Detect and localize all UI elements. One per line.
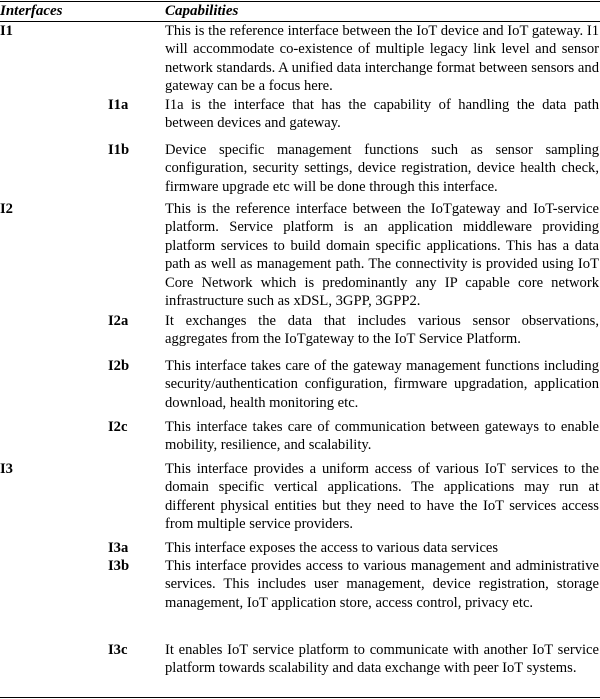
interface-capability: This interface takes care of communication between gateways to enable mobility, resilience, and scalability. (165, 419, 599, 454)
interface-capability: This interface exposes the access to various data services (165, 540, 499, 556)
interface-id: I2a (108, 313, 129, 329)
interface-id: I1a (108, 97, 129, 113)
interface-id: I3 (0, 461, 13, 477)
interface-id: I3b (108, 558, 130, 574)
interface-id: I3c (108, 642, 128, 658)
interface-id: I3a (108, 540, 129, 556)
interface-capability: Device specific management functions such as sensor sampling configuration, security settings, device registration, device health check, firmware upgrade etc will be done through this interface. (165, 142, 599, 195)
interface-capability: I1a is the interface that has the capability of handling the data path between devices and gateway. (165, 97, 599, 132)
interface-capability: This interface takes care of the gateway management functions including security/authentication configuration, firmware upgradation, application download, health monitoring etc. (165, 358, 599, 411)
interface-capability: It enables IoT service platform to communicate with another IoT service platform towards scalability and data exchange with peer IoT systems. (165, 642, 599, 677)
interface-capability: This interface provides access to various management and administrative services. This includes user management, device registration, storage management, IoT application store, access control, privacy etc. (165, 558, 599, 611)
interface-id: I1b (108, 142, 130, 158)
interface-capability: This is the reference interface between the IoT device and IoT gateway. I1 will accommodate co-existence of multiple legacy link level and sensor network standards. A unified data interchange format between sensors and gateway can be a focus here. (165, 23, 599, 95)
interface-id: I2c (108, 419, 128, 435)
interface-capability: It exchanges the data that includes various sensor observations, aggregates from the IoTgateway to the IoT Service Platform. (165, 313, 599, 348)
interface-id: I2b (108, 358, 130, 374)
table-top-rule (0, 1, 600, 2)
header-capabilities: Capabilities (165, 3, 239, 19)
table-bottom-rule (0, 697, 600, 698)
interface-id: I2 (0, 201, 13, 217)
header-interfaces: Interfaces (0, 3, 63, 19)
interface-capability: This interface provides a uniform access of various IoT services to the domain specific vertical applications. The applications may run at different physical entities but they need to have the IoT services access from multiple service providers. (165, 461, 599, 533)
interface-id: I1 (0, 23, 13, 39)
interface-capability: This is the reference interface between the IoTgateway and IoT-service platform. Service platform is an application middleware providing platform services to build domain specific applications. This has a data path as well as management path. The connectivity is provided using IoT Core Network which is predominantly any IP capable core network infrastructure such as xDSL, 3GPP, 3GPP2. (165, 201, 599, 310)
